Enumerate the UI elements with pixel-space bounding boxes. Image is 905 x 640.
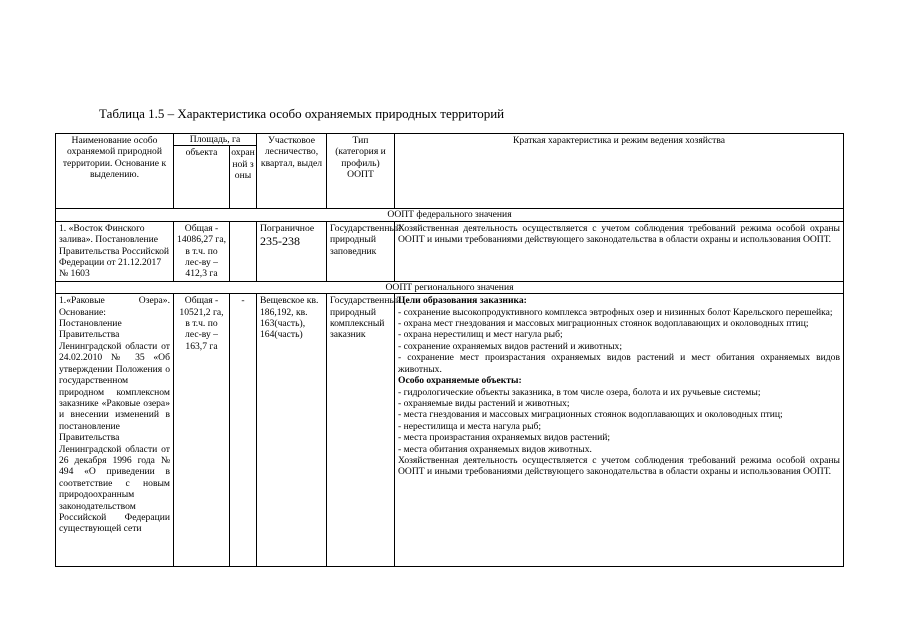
section-row-regional: [56, 281, 844, 293]
list-item: - сохранение охраняемых видов растений и животных;: [398, 340, 623, 352]
header-type: Тип (категория и профиль) ООПТ: [327, 134, 395, 209]
row-description: Хозяйственная деятельность осуществляется с учетом соблюдения требований режима особой охраны ООПТ и иными требованиями действующего законодательства в области охраны и использования ООПТ.: [395, 221, 844, 281]
row-type: Государственный природный комплексный заказник: [327, 294, 395, 567]
row-description: [395, 294, 844, 567]
header-area-object: объекта: [174, 146, 230, 209]
table-row: [56, 294, 844, 567]
table-caption: Таблица 1.5 – Характеристика особо охраняемых природных территорий: [99, 106, 505, 121]
objects-title: Особо охраняемые объекты:: [398, 375, 522, 387]
list-item: - места гнездования и массовых миграционных стоянок водоплавающих и околоводных птиц;: [398, 409, 783, 421]
goals-title: Цели образования заказника:: [398, 295, 527, 307]
row-area-object: Общая - 10521,2 га, в т.ч. по лес-ву – 163,7 га: [174, 294, 230, 567]
list-item: - нерестилища и места нагула рыб;: [398, 420, 542, 432]
header-name: Наименование особо охраняемой природной территории. Основание к выделению.: [56, 134, 174, 209]
oopt-table: [55, 133, 844, 567]
row-forestry: Вещевское кв. 186,192, кв. 163(часть), 164(часть): [257, 294, 327, 567]
list-item: - охрана нерестилищ и мест нагула рыб;: [398, 329, 563, 341]
section-row-federal: [56, 209, 844, 221]
row-type: Государственный природный заповедник: [327, 221, 395, 281]
row-area-zone: -: [230, 294, 257, 567]
header-area-zone: охранной зоны: [230, 146, 257, 209]
row-forestry: [257, 221, 327, 281]
list-item: - места произрастания охраняемых видов растений;: [398, 432, 611, 444]
row-area-zone: [230, 221, 257, 281]
closing-text: Хозяйственная деятельность осуществляется с учетом соблюдения требований режима особой охраны ООПТ и иными требованиями действующего законодательства в области охраны и использования ООПТ.: [398, 454, 840, 478]
row-name: 1.«Раковые Озера». Основание: Постановление Правительства Ленинградской области от 24.02.2010 № 35 «Об утверждении Положения о государственном природном комплексном заказнике «Раковые озера» и внесении изменений в постановление Правительства Ленинградской области от 26 декабря 1996 года № 494 «О приведении в соответствие с новым природоохранным законодательством Российской Федерации существующей сети: [56, 294, 174, 567]
header-forestry: Участковое лесничество, квартал, выдел: [257, 134, 327, 209]
header-area: Площадь, га: [174, 134, 257, 146]
list-item: - сохранение мест произрастания охраняемых видов растений и мест обитания охраняемых видов животных.: [398, 352, 840, 375]
list-item: - места обитания охраняемых видов животных.: [398, 443, 592, 455]
list-item: - сохранение высокопродуктивного комплекса эвтрофных озер и низинных болот Карельского перешейка;: [398, 306, 833, 318]
section-federal: ООПТ федерального значения: [56, 209, 844, 221]
header-row: [56, 134, 844, 146]
row-forestry-quarters: 235-238: [260, 234, 300, 249]
goals-list: [398, 307, 840, 375]
table-row: [56, 221, 844, 281]
list-item: - охраняемые виды растений и животных;: [398, 397, 570, 409]
list-item: - охрана мест гнездования и массовых миграционных стоянок водоплавающих и околоводных птиц;: [398, 318, 809, 330]
row-name: 1. «Восток Финского залива». Постановление Правительства Российской Федерации от 21.12.2017 № 1603: [56, 221, 174, 281]
objects-list: [398, 387, 840, 455]
section-regional: ООПТ регионального значения: [56, 281, 844, 293]
row-forestry-name: Пограничное: [260, 222, 315, 234]
list-item: - гидрологические объекты заказника, в том числе озера, болота и их ручьевые системы;: [398, 386, 761, 398]
header-description: Краткая характеристика и режим ведения хозяйства: [395, 134, 844, 209]
row-area-object: Общая - 14086,27 га, в т.ч. по лес-ву – 412,3 га: [174, 221, 230, 281]
